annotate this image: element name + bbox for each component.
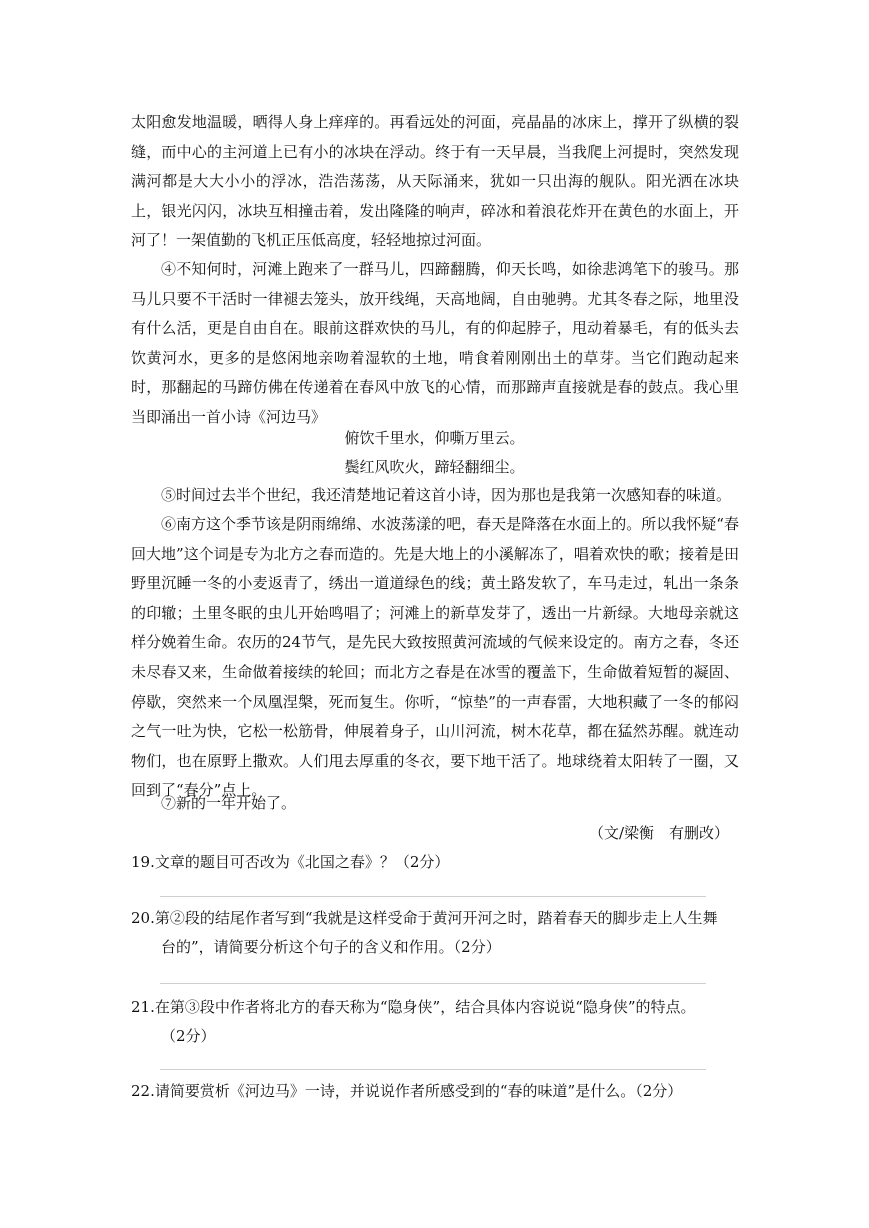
paragraph-7: ⑦新的一年开始了。 — [161, 794, 297, 812]
question-20 — [131, 904, 741, 962]
question-text: 文章的题目可否改为《北国之春》？（2分） — [154, 853, 450, 871]
question-text-continued: 台的”，请简要分析这个句子的含义和作用。（2分） — [161, 938, 501, 956]
paragraph-5: ⑤时间过去半个世纪，我还清楚地记着这首小诗，因为那也是我第一次感知春的味道。 — [161, 486, 732, 504]
question-text: 请简要赏析《河边马》一诗，并说说作者所感受到的“春的味道”是什么。（2分） — [154, 1082, 683, 1100]
paragraph-4: ④不知何时，河滩上跑来了一群马儿，四蹄翻腾，仰天长鸣，如徐悲鸿笔下的骏马。那马儿只要不干活时一律褪去笼头，放开线绳，天高地阔，自由驰骋。尤其冬春之际，地里没有什么活，更是自由自在。眼前这群欢快的马儿，有的仰起脖子，甩动着暴毛，有的低头去饮黄河水，更多的是悠闲地亲吻着湿软的土地，啃食着刚刚出土的草芽。当它们跑动起来时，那翻起的马蹄仿佛在传递着在春风中放飞的心情，而那蹄声直接就是春的鼓点。我心里当即涌出一首小诗《河边马》 — [131, 260, 739, 426]
question-22 — [131, 1077, 741, 1106]
answer-line-21[interactable] — [160, 1069, 706, 1070]
question-21 — [131, 993, 741, 1051]
question-number: 21. — [131, 998, 155, 1016]
answer-line-20[interactable] — [160, 983, 706, 984]
question-text-continued: （2分） — [161, 1027, 216, 1045]
paragraph-6: ⑥南方这个季节该是阴雨绵绵、水波荡漾的吧，春天是降落在水面上的。所以我怀疑“春回大地”这个词是专为北方之春而造的。先是大地上的小溪解冻了，唱着欢快的歌；接着是田野里沉睡一冬的小麦返青了，绣出一道道绿色的线；黄土路发软了，车马走过，轧出一条条的印辙；土里冬眠的虫儿开始鸣唱了；河滩上的新草发芽了，透出一片新绿。大地母亲就这样分娩着生命。农历的24节气，是先民大致按照黄河流域的气候来设定的。南方之春，冬还未尽春又来，生命做着接续的轮回；而北方之春是在冰雪的覆盖下，生命做着短暂的凝固、停歇，突然来一个凤凰涅槃，死而复生。你听，“惊垫”的一声春雷，大地积藏了一冬的郁闷之气一吐为快，它松一松筋骨，伸展着身子，山川河流，树木花草，都在猛然苏醒。就连动物们，也在原野上撒欢。人们甩去厚重的冬衣，要下地干活了。地球绕着太阳转了一圈，又回到了“春分”点上。 — [131, 515, 739, 800]
answer-line-19[interactable] — [160, 896, 706, 897]
poem-line-1: 俯饮千里水，仰嘶万里云。 — [344, 429, 525, 447]
question-number: 22. — [131, 1082, 155, 1100]
question-number: 19. — [131, 853, 155, 871]
poem-line-2: 鬓红风吹火，蹄轻翻细尘。 — [344, 458, 525, 476]
question-number: 20. — [131, 909, 155, 927]
question-text: 第②段的结尾作者写到“我就是这样受命于黄河开河之时，踏着春天的脚步走上人生舞 — [154, 909, 718, 927]
paragraph-3-continued: 太阳愈发地温暖，晒得人身上痒痒的。再看远处的河面，亮晶晶的冰床上，撑开了纵横的裂缝，而中心的主河道上已有小的冰块在浮动。终于有一天早晨，当我爬上河提时，突然发现满河都是大大小小的浮冰，浩浩荡荡，从天际涌来，犹如一只出海的舰队。阳光洒在冰块上，银光闪闪，冰块互相撞击着，发出隆隆的响声，碎冰和着浪花炸开在黄色的水面上，开河了！一架值勤的飞机正压低高度，轻轻地掠过河面。 — [131, 113, 739, 250]
article-source: （文/梁衡 有删改） — [588, 824, 729, 842]
question-text: 在第③段中作者将北方的春天称为“隐身侠”，结合具体内容说说“隐身侠”的特点。 — [154, 998, 696, 1016]
question-19 — [131, 848, 741, 877]
